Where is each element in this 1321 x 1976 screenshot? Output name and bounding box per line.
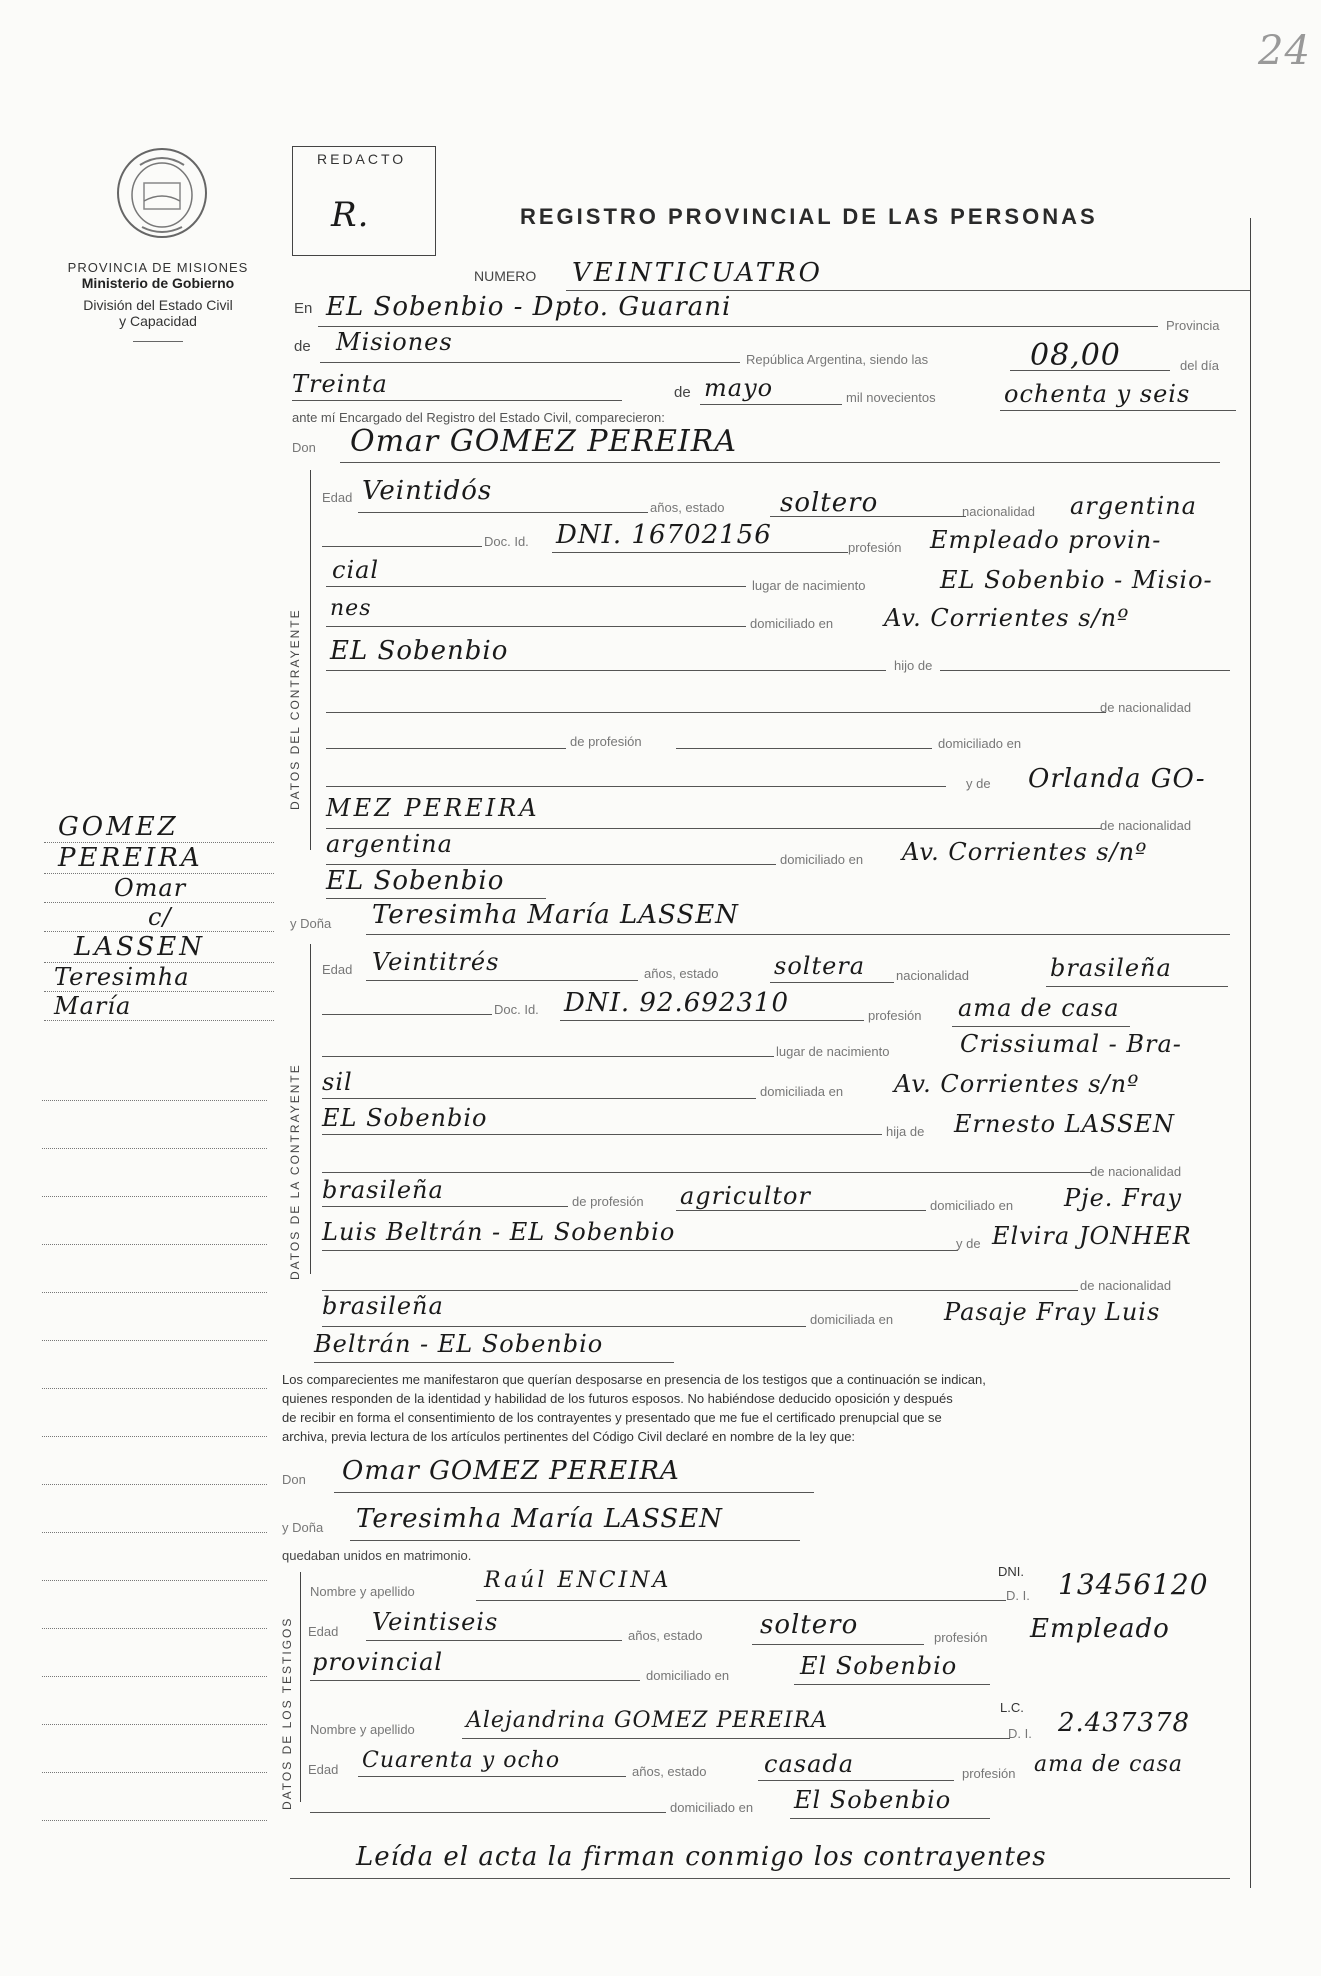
contrayente2-name: Teresimha María LASSEN: [372, 900, 739, 930]
margin-line-5: LASSEN: [44, 932, 274, 963]
don-label: Don: [292, 440, 316, 455]
en-value: EL Sobenbio - Dpto. Guarani: [326, 292, 732, 322]
doc-label-2: Doc. Id.: [494, 1002, 539, 1017]
contrayente1-domicilio-a: Av. Corrientes s/nº: [884, 604, 1130, 632]
contrayente2-profesion: ama de casa: [958, 994, 1120, 1022]
de-profesion-label-1: de profesión: [570, 734, 642, 749]
contrayente1-lugar-b: nes: [330, 596, 372, 621]
contrayente2-madre-nac: brasileña: [322, 1292, 444, 1320]
lugar-label-1: lugar de nacimiento: [752, 578, 866, 593]
section2-label: DATOS DE LA CONTRAYENTE: [288, 1063, 302, 1280]
t2-edad-label: Edad: [308, 1762, 339, 1777]
padre-nac-label: de nacionalidad: [1090, 1164, 1182, 1179]
declaration-line-3: de recibir en forma el consentimiento de los contrayentes y presentado que me fue el certificado prenupcial que se: [282, 1410, 942, 1425]
section3-divider: [300, 1572, 301, 1802]
contrayente2-madre-dom-a: Pasaje Fray Luis: [944, 1298, 1161, 1326]
t1-di: 13456120: [1058, 1568, 1209, 1601]
padre-prof-label: de profesión: [572, 1194, 644, 1209]
t1-dom-label: domiciliado en: [646, 1668, 730, 1683]
t2-dom: El Sobenbio: [794, 1786, 952, 1814]
contrayente2-madre: Elvira JONHER: [992, 1222, 1192, 1250]
domiciliado-label-1: domiciliado en: [938, 736, 1022, 751]
redacto-mark: R.: [331, 195, 370, 235]
t2-nombre-label: Nombre y apellido: [310, 1722, 415, 1737]
province-name: PROVINCIA DE MISIONES: [67, 260, 249, 275]
anios-label-1: años, estado: [650, 500, 725, 515]
t2-anios-label: años, estado: [632, 1764, 707, 1779]
contrayente1-madre-dom: Av. Corrientes s/nº: [902, 838, 1148, 866]
margin-line-1: GOMEZ: [44, 812, 274, 843]
t2-profesion: ama de casa: [1034, 1752, 1184, 1777]
mes-value: mayo: [704, 374, 774, 402]
hija-label: hija de: [886, 1124, 925, 1139]
page-number: 24: [1258, 28, 1311, 74]
contrayente2-domicilio-b: EL Sobenbio: [322, 1104, 488, 1132]
t2-di-type: L.C.: [1000, 1700, 1024, 1715]
contrayente2-nacionalidad: brasileña: [1050, 954, 1172, 982]
mes-label: de: [674, 384, 691, 401]
contrayente2-padre-dom-b: Luis Beltrán - EL Sobenbio: [322, 1218, 676, 1246]
contrayente2-padre-nac: brasileña: [322, 1176, 444, 1204]
numero-label: NUMERO: [474, 268, 537, 284]
t1-di-label: D. I.: [1006, 1588, 1030, 1603]
division-name: División del Estado Civil: [83, 297, 233, 313]
division-name-2: y Capacidad: [119, 313, 197, 329]
t1-profesion-label: profesión: [934, 1630, 988, 1645]
margin-line-2: PEREIRA: [44, 843, 274, 874]
hora-value: 08,00: [1030, 338, 1121, 373]
section1-divider: [310, 470, 311, 850]
contrayente1-lugar-a: EL Sobenbio - Misio-: [940, 566, 1213, 594]
nacionalidad-label-2: nacionalidad: [896, 968, 970, 983]
de-nacionalidad-label-1: de nacionalidad: [1100, 700, 1192, 715]
decl-don-name: Omar GOMEZ PEREIRA: [342, 1456, 680, 1486]
section1-label: DATOS DEL CONTRAYENTE: [288, 608, 302, 810]
ministry-name: Ministerio de Gobierno: [81, 275, 235, 291]
t2-di-label: D. I.: [1008, 1726, 1032, 1741]
dia-value: Treinta: [292, 370, 388, 398]
del-dia-label: del día: [1180, 358, 1220, 373]
contrayente2-edad: Veintitrés: [372, 948, 500, 976]
contrayente1-edad: Veintidós: [362, 476, 493, 506]
hijo-label: hijo de: [894, 658, 933, 673]
contrayente2-madre-dom-b: Beltrán - EL Sobenbio: [314, 1330, 604, 1358]
doc-label-1: Doc. Id.: [484, 534, 529, 549]
redacto-label: REDACTO: [317, 151, 407, 167]
en-label: En: [294, 300, 313, 317]
domicilio-label-2: domiciliada en: [760, 1084, 844, 1099]
t1-anios-label: años, estado: [628, 1628, 703, 1643]
declaration-text: [282, 1370, 1222, 1446]
section2-divider: [310, 944, 311, 1274]
contrayente2-domicilio-a: Av. Corrientes s/nº: [894, 1070, 1140, 1098]
padre-dom-label: domiciliado en: [930, 1198, 1014, 1213]
dona-label: y Doña: [290, 916, 332, 931]
declaration-line-4: archiva, previa lectura de los artículos pertinentes del Código Civil declaré en nombre de la ley que:: [282, 1429, 856, 1444]
contrayente1-domicilio-b: EL Sobenbio: [330, 636, 509, 666]
contrayente1-name: Omar GOMEZ PEREIRA: [350, 424, 738, 459]
y-de-label-1: y de: [966, 776, 991, 791]
unidos-text: quedaban unidos en matrimonio.: [282, 1548, 472, 1563]
margin-note: [44, 812, 274, 1021]
t1-edad: Veintiseis: [372, 1608, 499, 1636]
de-value: Misiones: [336, 328, 453, 356]
margin-line-7: María: [44, 992, 274, 1021]
contrayente1-profesion-b: cial: [332, 556, 380, 584]
nacionalidad-label-1: nacionalidad: [962, 504, 1036, 519]
t1-di-type: DNI.: [998, 1564, 1024, 1579]
contrayente1-estado: soltero: [780, 488, 879, 518]
t2-edad: Cuarenta y ocho: [362, 1748, 561, 1773]
document-title: REGISTRO PROVINCIAL DE LAS PERSONAS: [520, 204, 1098, 229]
contrayente1-madre-a: Orlanda GO-: [1028, 764, 1206, 794]
contrayente1-madre-b: MEZ PEREIRA: [326, 794, 540, 822]
mil-label: mil novecientos: [846, 390, 936, 405]
lugar-label-2: lugar de nacimiento: [776, 1044, 890, 1059]
profesion-label-1: profesión: [848, 540, 902, 555]
edad-label-1: Edad: [322, 490, 353, 505]
ante-mi-text: ante mí Encargado del Registro del Estado Civil, comparecieron:: [292, 410, 665, 425]
contrayente2-doc: DNI. 92.692310: [564, 988, 789, 1018]
t1-edad-label: Edad: [308, 1624, 339, 1639]
madre-dom-label-2: domiciliada en: [810, 1312, 894, 1327]
decl-dona-label: y Doña: [282, 1520, 324, 1535]
margin-line-4: c/: [44, 903, 274, 932]
t2-estado: casada: [764, 1750, 855, 1778]
profesion-label-2: profesión: [868, 1008, 922, 1023]
madre-nac-label-1: de nacionalidad: [1100, 818, 1192, 833]
t1-profesion-b: provincial: [312, 1648, 444, 1676]
contrayente1-nacionalidad: argentina: [1070, 492, 1197, 520]
province-header: [40, 260, 276, 342]
section3-label: DATOS DE LOS TESTIGOS: [280, 1616, 294, 1810]
t1-nombre: Raúl ENCINA: [484, 1568, 672, 1593]
redacto-box: [292, 146, 436, 256]
provincia-label: Provincia: [1166, 318, 1220, 333]
contrayente2-padre-prof: agricultor: [680, 1182, 811, 1210]
y-de-label-2: y de: [956, 1236, 981, 1251]
coat-of-arms-seal: [112, 143, 212, 243]
t2-dom-label: domiciliado en: [670, 1800, 754, 1815]
decl-dona-name: Teresimha María LASSEN: [356, 1504, 723, 1534]
contrayente2-lugar-b: sil: [322, 1068, 353, 1096]
t2-di: 2.437378: [1058, 1708, 1191, 1738]
contrayente1-profesion-a: Empleado provin-: [930, 526, 1162, 554]
contrayente1-madre-nac: argentina: [326, 830, 453, 858]
closing-text: Leída el acta la firman conmigo los contrayentes: [356, 1842, 1047, 1872]
margin-line-6: Teresimha: [44, 963, 274, 992]
right-border: [1250, 218, 1251, 1888]
t1-dom: El Sobenbio: [800, 1652, 958, 1680]
de-label: de: [294, 338, 311, 355]
anio-value: ochenta y seis: [1004, 380, 1191, 408]
anios-label-2: años, estado: [644, 966, 719, 981]
domicilio-label-1: domiciliado en: [750, 616, 834, 631]
contrayente2-padre-dom-a: Pje. Fray: [1064, 1184, 1183, 1212]
decl-don-label: Don: [282, 1472, 306, 1487]
madre-dom-label-1: domiciliado en: [780, 852, 864, 867]
contrayente1-doc: DNI. 16702156: [556, 520, 772, 550]
declaration-line-2: quienes responden de la identidad y habilidad de los futuros esposos. No habiéndose deducido oposición y después: [282, 1391, 953, 1406]
republica-label: República Argentina, siendo las: [746, 352, 929, 367]
madre-nac-label-2: de nacionalidad: [1080, 1278, 1172, 1293]
contrayente1-madre-dom-b: EL Sobenbio: [326, 866, 505, 896]
contrayente2-padre: Ernesto LASSEN: [954, 1110, 1175, 1138]
numero-value: VEINTICUATRO: [572, 258, 823, 288]
t1-estado: soltero: [760, 1610, 859, 1640]
t1-profesion-a: Empleado: [1030, 1614, 1170, 1644]
declaration-line-1: Los comparecientes me manifestaron que querían desposarse en presencia de los testigos que a continuación se indican,: [282, 1372, 986, 1387]
contrayente2-estado: soltera: [774, 952, 866, 980]
contrayente2-lugar-a: Crissiumal - Bra-: [960, 1030, 1182, 1058]
edad-label-2: Edad: [322, 962, 353, 977]
t2-nombre: Alejandrina GOMEZ PEREIRA: [466, 1708, 829, 1733]
margin-line-3: Omar: [44, 874, 274, 903]
t2-profesion-label: profesión: [962, 1766, 1016, 1781]
t1-nombre-label: Nombre y apellido: [310, 1584, 415, 1599]
